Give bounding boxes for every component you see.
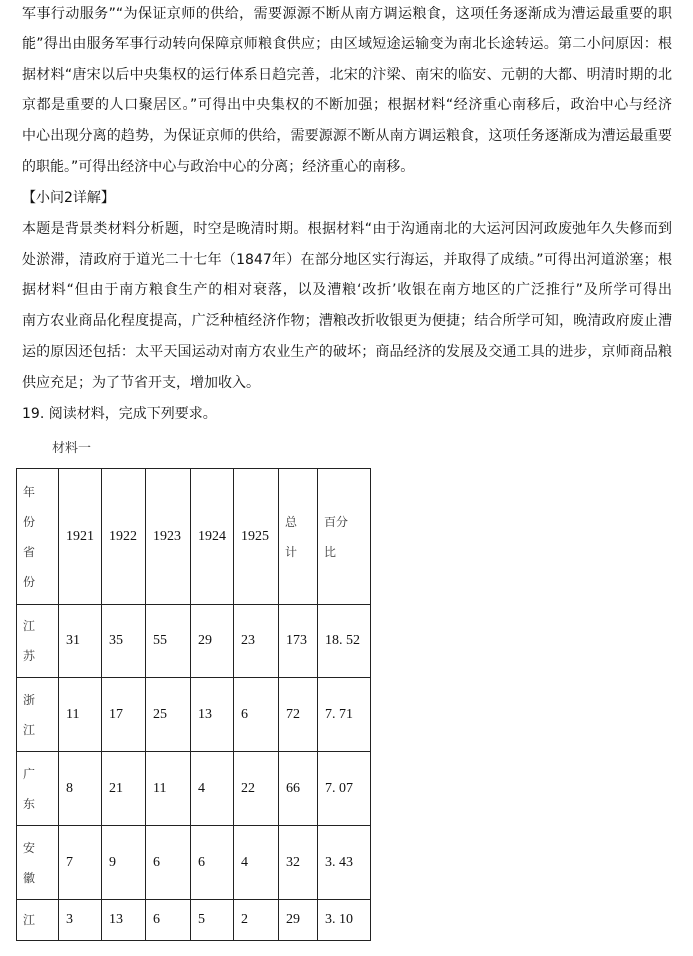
- total-cell: 29: [279, 900, 318, 941]
- text-line: 军事行动服务”“为保证京师的供给，需要源源不断从南方调运粮食，这项任务逐渐成为漕运最重要的职: [22, 6, 672, 22]
- text-line: 运的原因还包括：太平天国运动对南方农业生产的破坏；商品经济的发展及交通工具的进步，京师商品粮: [22, 344, 672, 360]
- value-cell: 4: [234, 826, 279, 900]
- province-cell: [17, 826, 59, 900]
- text-line: 据材料“但由于南方粮食生产的相对衰落，以及漕粮‘改折’收银在南方地区的广泛推行”及所学可得出: [22, 282, 672, 298]
- table-row: [17, 900, 371, 941]
- value-cell: 4: [191, 752, 234, 826]
- cell-char: 徽: [23, 870, 36, 885]
- cell-char: 江: [23, 722, 36, 737]
- total-cell: 72: [279, 678, 318, 752]
- year-header: 1923: [146, 469, 191, 605]
- table-row: [17, 752, 371, 826]
- value-cell: 6: [234, 678, 279, 752]
- percent-header: [318, 469, 371, 605]
- value-cell: 2: [234, 900, 279, 941]
- value-cell: 6: [191, 826, 234, 900]
- year-header: 1921: [59, 469, 102, 605]
- data-table: [16, 468, 371, 941]
- value-cell: 8: [59, 752, 102, 826]
- value-cell: 11: [146, 752, 191, 826]
- total-header: [279, 469, 318, 605]
- cell-char: 总: [285, 514, 298, 529]
- value-cell: 55: [146, 605, 191, 678]
- cell-char: 比: [324, 544, 337, 559]
- cell-char: 计: [285, 544, 298, 559]
- cell-char: 江: [23, 619, 36, 633]
- value-cell: 21: [102, 752, 146, 826]
- value-cell: 29: [191, 605, 234, 678]
- value-cell: 6: [146, 826, 191, 900]
- value-cell: 9: [102, 826, 146, 900]
- text-line: 中心出现分离的趋势，为保证京师的供给，需要源源不断从南方调运粮食，这项任务逐渐成为漕运最重要: [22, 128, 672, 144]
- cell-char: 份: [23, 574, 36, 589]
- percent-cell: 3. 43: [318, 826, 371, 900]
- material-caption: 材料一: [52, 441, 92, 456]
- value-cell: 13: [102, 900, 146, 941]
- cell-char: 浙: [23, 692, 36, 707]
- text-line: 本题是背景类材料分析题，时空是晚清时期。根据材料“由于沟通南北的大运河因河政废弛年久失修而到: [22, 221, 672, 237]
- total-cell: 173: [279, 605, 318, 678]
- percent-cell: 18. 52: [318, 605, 371, 678]
- corner-header: [17, 469, 59, 605]
- text-line: 南方农业商品化程度提高，广泛种植经济作物；漕粮改折收银更为便捷；结合所学可知，晚清政府废止漕: [22, 313, 672, 329]
- year-header: 1922: [102, 469, 146, 605]
- table-header-row: [17, 469, 371, 605]
- cell-char: 东: [23, 796, 36, 811]
- cell-char: 份: [23, 514, 36, 529]
- cell-char: 江: [23, 913, 36, 927]
- value-cell: 31: [59, 605, 102, 678]
- text-line: 据材料“唐宋以后中央集权的运行体系日趋完善，北宋的汴梁、南宋的临安、元朝的大都、明清时期的北: [22, 67, 672, 83]
- question-title: 19. 阅读材料，完成下列要求。: [22, 406, 217, 422]
- total-cell: 32: [279, 826, 318, 900]
- value-cell: 5: [191, 900, 234, 941]
- text-line: 能”得出由服务军事行动转向保障京师粮食供应；由区域短途运输变为南北长途转运。第二小问原因：根: [22, 36, 672, 52]
- cell-char: 省: [23, 544, 36, 559]
- value-cell: 3: [59, 900, 102, 941]
- value-cell: 13: [191, 678, 234, 752]
- text-line: 处淤滞，清政府于道光二十七年（1847年）在部分地区实行海运，并取得了成绩。”可得出河道淤塞；根: [22, 252, 672, 268]
- value-cell: 6: [146, 900, 191, 941]
- section-heading: 【小问2详解】: [22, 190, 115, 206]
- percent-cell: 7. 07: [318, 752, 371, 826]
- percent-cell: 7. 71: [318, 678, 371, 752]
- cell-char: 广: [23, 766, 36, 781]
- value-cell: 22: [234, 752, 279, 826]
- value-cell: 17: [102, 678, 146, 752]
- cell-char: 安: [23, 840, 36, 855]
- year-header: 1925: [234, 469, 279, 605]
- cell-char: 苏: [23, 649, 36, 663]
- text-line: 供应充足；为了节省开支，增加收入。: [22, 375, 260, 391]
- value-cell: 35: [102, 605, 146, 678]
- value-cell: 23: [234, 605, 279, 678]
- total-cell: 66: [279, 752, 318, 826]
- table-row: [17, 678, 371, 752]
- year-header: 1924: [191, 469, 234, 605]
- value-cell: 25: [146, 678, 191, 752]
- cell-char: 百分: [324, 514, 349, 529]
- percent-cell: 3. 10: [318, 900, 371, 941]
- province-cell: [17, 678, 59, 752]
- value-cell: 7: [59, 826, 102, 900]
- cell-char: 年: [23, 484, 36, 499]
- text-line: 京都是重要的人口聚居区。”可得出中央集权的不断加强；根据材料“经济重心南移后，政治中心与经济: [22, 97, 672, 113]
- table-row: [17, 605, 371, 678]
- province-cell: [17, 752, 59, 826]
- province-cell: [17, 605, 59, 678]
- text-line: 的职能。”可得出经济中心与政治中心的分离；经济重心的南移。: [22, 159, 415, 175]
- table-row: [17, 826, 371, 900]
- value-cell: 11: [59, 678, 102, 752]
- province-cell: [17, 900, 59, 941]
